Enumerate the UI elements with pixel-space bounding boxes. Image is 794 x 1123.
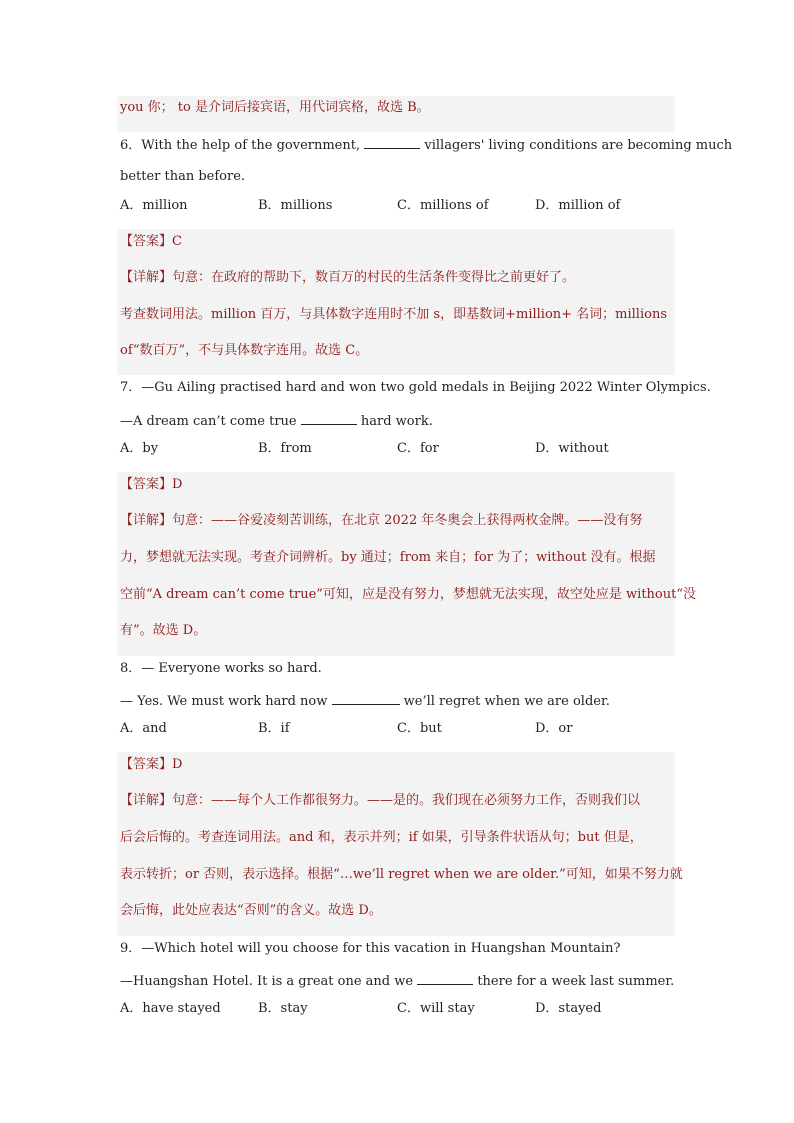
stem-text: — Yes. We must work hard now (120, 694, 332, 709)
option-c: C．but (397, 721, 442, 736)
explanation-text: 表示转折；or 否则，表示选择。根据“…we’ll regret when we are older.”可知，如果不努力就 (120, 867, 683, 882)
option-c: C．for (397, 441, 439, 456)
question-stem (120, 692, 610, 711)
answer-blank (364, 136, 420, 149)
stem-text: 6．With the help of the government, (120, 138, 365, 153)
stem-text: there for a week last summer. (473, 974, 675, 989)
stem-text: hard work. (356, 414, 433, 429)
option-d: D．or (535, 721, 573, 736)
stem-text: we’ll regret when we are older. (399, 694, 610, 709)
question-stem (120, 412, 433, 431)
answer-blank (301, 412, 357, 425)
question-stem (120, 136, 732, 155)
explanation-text: 【详解】句意：在政府的帮助下，数百万的村民的生活条件变得比之前更好了。 (120, 270, 576, 285)
option-a: A．have stayed (120, 1001, 221, 1016)
option-b: B．millions (258, 198, 333, 213)
stem-text: —A dream can’t come true (120, 414, 301, 429)
option-a: A．by (120, 441, 159, 456)
explanation-text: 有”。故选 D。 (120, 623, 207, 638)
option-d: D．stayed (535, 1001, 602, 1016)
question-stem (120, 972, 674, 991)
option-a: A．million (120, 198, 188, 213)
answer-label: 【答案】C (120, 234, 182, 249)
question-stem: 9．—Which hotel will you choose for this vacation in Huangshan Mountain? (120, 941, 621, 956)
stem-text: villagers' living conditions are becoming much (420, 138, 733, 153)
answer-blank (417, 972, 473, 985)
answer-blank (332, 692, 400, 705)
option-b: B．from (258, 441, 312, 456)
question-stem: better than before. (120, 169, 246, 184)
explanation-text: 考查数词用法。million 百万，与具体数字连用时不加 s，即基数词+million+ 名词；millions (120, 307, 667, 322)
option-d: D．million of (535, 198, 621, 213)
option-c: C．will stay (397, 1001, 475, 1016)
explanation-text: you 你； to 是介词后接宾语，用代词宾格，故选 B。 (120, 100, 430, 115)
stem-text: —Huangshan Hotel. It is a great one and we (120, 974, 418, 989)
answer-label: 【答案】D (120, 757, 183, 772)
question-stem: 8．— Everyone works so hard. (120, 661, 322, 676)
explanation-text: 会后悔，此处应表达“否则”的含义。故选 D。 (120, 903, 382, 918)
explanation-text: 空前“A dream can’t come true”可知，应是没有努力，梦想就无法实现，故空处应是 without“没 (120, 587, 696, 602)
option-b: B．stay (258, 1001, 308, 1016)
answer-label: 【答案】D (120, 477, 183, 492)
option-a: A．and (120, 721, 167, 736)
explanation-text: 后会后悔的。考查连词用法。and 和，表示并列；if 如果，引导条件状语从句；but 但是， (120, 830, 643, 845)
explanation-text: 力，梦想就无法实现。考查介词辨析。by 通过；from 来自；for 为了；without 没有。根据 (120, 550, 656, 565)
explanation-text: of“数百万”，不与具体数字连用。故选 C。 (120, 343, 369, 358)
explanation-text: 【详解】句意：——每个人工作都很努力。——是的。我们现在必须努力工作，否则我们以 (120, 793, 641, 808)
option-d: D．without (535, 441, 609, 456)
option-c: C．millions of (397, 198, 489, 213)
option-b: B．if (258, 721, 290, 736)
explanation-text: 【详解】句意：——谷爱凌刻苦训练，在北京 2022 年冬奥会上获得两枚金牌。——没有努 (120, 513, 643, 528)
question-stem: 7．—Gu Ailing practised hard and won two gold medals in Beijing 2022 Winter Olympics. (120, 380, 711, 395)
